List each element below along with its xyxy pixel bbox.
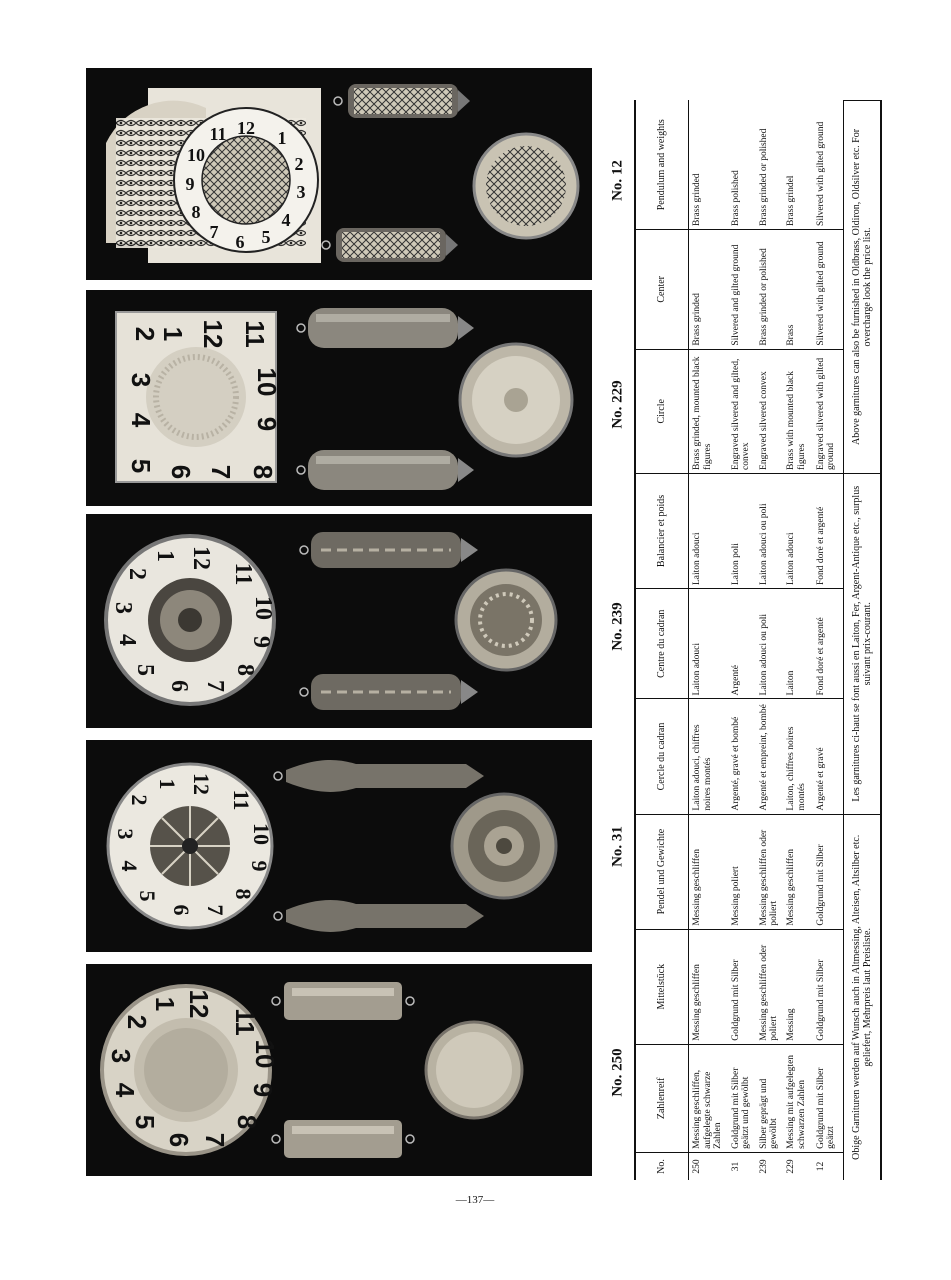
- cell: Messing geschliffen oder poliert: [756, 814, 784, 929]
- cell: Goldgrund mit Silber geätzt und gewölbt: [728, 1044, 756, 1152]
- cell: Messing poliert: [728, 814, 756, 929]
- header-pendel: Pendel und Gewichte: [635, 814, 689, 929]
- cell: Messing geschliffen: [783, 814, 811, 929]
- cell: Laiton adouci ou poli: [756, 473, 784, 588]
- svg-text:2: 2: [294, 154, 304, 174]
- cell: Messing geschliffen oder poliert: [756, 929, 784, 1044]
- cell: Messing mit aufgelegten schwarzen Zahlen: [783, 1044, 811, 1152]
- cell: Brass polished: [730, 170, 741, 226]
- svg-text:8: 8: [191, 202, 201, 222]
- svg-text:2: 2: [127, 794, 152, 806]
- clock-dial-no-31-illustration: [86, 740, 592, 952]
- svg-text:7: 7: [200, 1132, 230, 1148]
- table-row: [811, 101, 843, 1181]
- cell: Laiton adouci: [783, 473, 811, 588]
- svg-text:7: 7: [206, 464, 236, 480]
- header-circle: Circle: [635, 349, 689, 473]
- note-french: Les garnitures ci-haut se font aussi en Laiton, Fer, Argent-Antique etc., surplus suivant prix-courant.: [843, 473, 881, 814]
- photo-no-229: [86, 290, 592, 506]
- svg-text:8: 8: [232, 664, 258, 676]
- cell: Argenté: [728, 589, 756, 699]
- cell: Engraved silvered and gilted, convex: [728, 349, 756, 473]
- clock-dial-no-12-illustration: [86, 68, 592, 280]
- cell: Laiton adouci ou poli: [756, 589, 784, 699]
- cell-no: 239: [756, 1152, 784, 1180]
- header-mittelstueck: Mittelstück: [635, 929, 689, 1044]
- cell: Laiton adouci, chiffres noires montés: [689, 699, 728, 814]
- cell: Laiton adouci: [689, 589, 728, 699]
- photo-no-12: [86, 68, 592, 280]
- svg-text:12: 12: [198, 319, 228, 349]
- svg-text:2: 2: [124, 568, 150, 580]
- svg-text:7: 7: [202, 680, 228, 692]
- svg-text:9: 9: [252, 416, 282, 432]
- header-center: Center: [635, 229, 689, 349]
- svg-text:11: 11: [230, 562, 256, 586]
- svg-text:10: 10: [249, 823, 274, 845]
- header-centre: Centre du cadran: [635, 589, 689, 699]
- header-pendulum: Pendulum and weights: [635, 101, 689, 230]
- cell: Brass grinded: [692, 173, 702, 226]
- note-english: Above garnitures can also be furnished in Oldbrass, Oldiron, Oldsilver etc. For overcharge look the price list.: [843, 101, 881, 474]
- svg-text:5: 5: [261, 227, 271, 247]
- svg-text:8: 8: [232, 1114, 262, 1130]
- svg-text:7: 7: [209, 222, 219, 242]
- svg-text:4: 4: [117, 860, 142, 872]
- specification-table: [634, 100, 882, 1180]
- svg-text:10: 10: [187, 145, 205, 165]
- cell: Brass: [783, 229, 811, 349]
- photo-no-250: [86, 964, 592, 1176]
- cell: Messing: [783, 929, 811, 1044]
- svg-text:2: 2: [130, 326, 160, 342]
- svg-text:3: 3: [296, 182, 306, 202]
- cell: Brass grinded: [689, 229, 728, 349]
- photo-no-31: [86, 740, 592, 952]
- svg-text:11: 11: [229, 789, 254, 811]
- svg-text:3: 3: [110, 602, 136, 614]
- svg-text:12: 12: [189, 773, 214, 795]
- table-row: [728, 101, 756, 1181]
- svg-text:4: 4: [114, 634, 140, 646]
- cell: Laiton, chiffres noires montés: [783, 699, 811, 814]
- label-no-229: No. 229: [609, 380, 626, 429]
- svg-text:12: 12: [237, 118, 255, 138]
- cell: Argenté, gravé et bombé: [728, 699, 756, 814]
- cell-no: 31: [728, 1152, 756, 1180]
- cell: Messing geschliffen: [689, 929, 728, 1044]
- svg-text:5: 5: [135, 890, 160, 902]
- svg-text:4: 4: [126, 412, 156, 428]
- cell: Argenté et gravé: [811, 699, 843, 814]
- svg-text:3: 3: [126, 372, 156, 388]
- svg-text:1: 1: [277, 128, 287, 148]
- svg-text:5: 5: [130, 1114, 160, 1130]
- svg-text:9: 9: [247, 860, 272, 872]
- svg-text:3: 3: [106, 1048, 136, 1064]
- cell: Fond doré et argenté: [811, 589, 843, 699]
- svg-text:10: 10: [252, 367, 282, 397]
- cell: Laiton: [783, 589, 811, 699]
- cell-no: 250: [689, 1152, 728, 1180]
- svg-text:1: 1: [158, 326, 188, 342]
- table-row: [756, 101, 784, 1181]
- svg-text:11: 11: [240, 320, 270, 348]
- svg-text:6: 6: [169, 904, 194, 916]
- header-balancier: Balancier et poids: [635, 473, 689, 588]
- cell-no: 12: [811, 1152, 843, 1180]
- cell: Fond doré et argenté: [811, 473, 843, 588]
- clock-dial-no-229-illustration: [86, 290, 592, 506]
- svg-text:8: 8: [248, 464, 278, 480]
- cell: Engraved silvered convex: [756, 349, 784, 473]
- clock-dial-no-239-illustration: [86, 514, 592, 728]
- cell: Brass with mounted black figures: [783, 349, 811, 473]
- page-number: —137—: [455, 1194, 495, 1206]
- svg-text:1: 1: [155, 778, 180, 790]
- cell: Goldgrund mit Silber: [811, 929, 843, 1044]
- cell: Goldgrund mit Silber: [728, 929, 756, 1044]
- svg-text:1: 1: [150, 996, 180, 1012]
- svg-text:7: 7: [203, 904, 228, 916]
- label-no-31: No. 31: [609, 826, 626, 867]
- svg-text:12: 12: [184, 989, 214, 1019]
- svg-text:11: 11: [230, 1008, 260, 1036]
- note-german: Obige Garnituren werden auf Wunsch auch in Altmessing, Alteisen, Altsilber etc. geliefert, Mehrpreis laut Preisliste.: [843, 814, 881, 1180]
- cell: Goldgrund mit Silber: [811, 814, 843, 929]
- cell: Engraved silvered with gilted ground: [811, 349, 843, 473]
- cell: Laiton adouci: [689, 473, 728, 588]
- label-no-239: No. 239: [609, 602, 626, 651]
- label-no-250: No. 250: [609, 1048, 626, 1097]
- table-header-row: [635, 101, 689, 1181]
- svg-text:5: 5: [126, 458, 156, 474]
- cell: Brass grinded or polished: [758, 128, 769, 226]
- cell: Silvered with gilted ground: [811, 229, 843, 349]
- cell: Brass grindel: [786, 175, 797, 226]
- svg-text:4: 4: [110, 1082, 140, 1098]
- cell: Laiton poli: [728, 473, 756, 588]
- photo-no-239: [86, 514, 592, 728]
- svg-text:10: 10: [250, 596, 276, 620]
- clock-dial-no-250-illustration: [86, 964, 592, 1176]
- header-zahlenreif: Zahlenreif: [635, 1044, 689, 1152]
- svg-text:4: 4: [281, 210, 291, 230]
- svg-text:8: 8: [231, 888, 256, 900]
- table-row: [783, 101, 811, 1181]
- svg-text:12: 12: [188, 546, 214, 570]
- specification-table-container: [634, 100, 882, 1180]
- cell: Brass grinded, mounted black figures: [689, 349, 728, 473]
- cell-no: 229: [783, 1152, 811, 1180]
- svg-text:3: 3: [113, 828, 138, 840]
- svg-text:1: 1: [152, 550, 178, 562]
- cell: Silvered with gilted ground: [811, 101, 843, 230]
- cell: Silvered and gilted ground: [728, 229, 756, 349]
- svg-text:11: 11: [209, 124, 227, 144]
- svg-text:9: 9: [248, 636, 274, 648]
- svg-text:6: 6: [164, 1132, 194, 1148]
- notes-row: [843, 101, 881, 1181]
- header-no: No.: [635, 1152, 689, 1180]
- cell: Messing geschliffen, aufgelegte schwarze Zahlen: [689, 1044, 728, 1152]
- label-no-12: No. 12: [609, 160, 626, 201]
- cell: Brass grinded or polished: [756, 229, 784, 349]
- svg-text:5: 5: [132, 664, 158, 676]
- cell: Argenté et empreint, bombé: [756, 699, 784, 814]
- table-row: [689, 101, 728, 1181]
- svg-text:6: 6: [166, 464, 196, 480]
- svg-text:6: 6: [166, 680, 192, 692]
- svg-text:2: 2: [122, 1014, 152, 1030]
- svg-text:9: 9: [185, 174, 195, 194]
- svg-text:9: 9: [248, 1082, 278, 1098]
- svg-text:10: 10: [250, 1039, 280, 1069]
- cell: Goldgrund mit Silber geätzt: [811, 1044, 843, 1152]
- cell: Messing geschliffen: [689, 814, 728, 929]
- svg-text:6: 6: [235, 232, 245, 252]
- cell: Silber geprägt und gewölbt: [756, 1044, 784, 1152]
- header-cercle: Cercle du cadran: [635, 699, 689, 814]
